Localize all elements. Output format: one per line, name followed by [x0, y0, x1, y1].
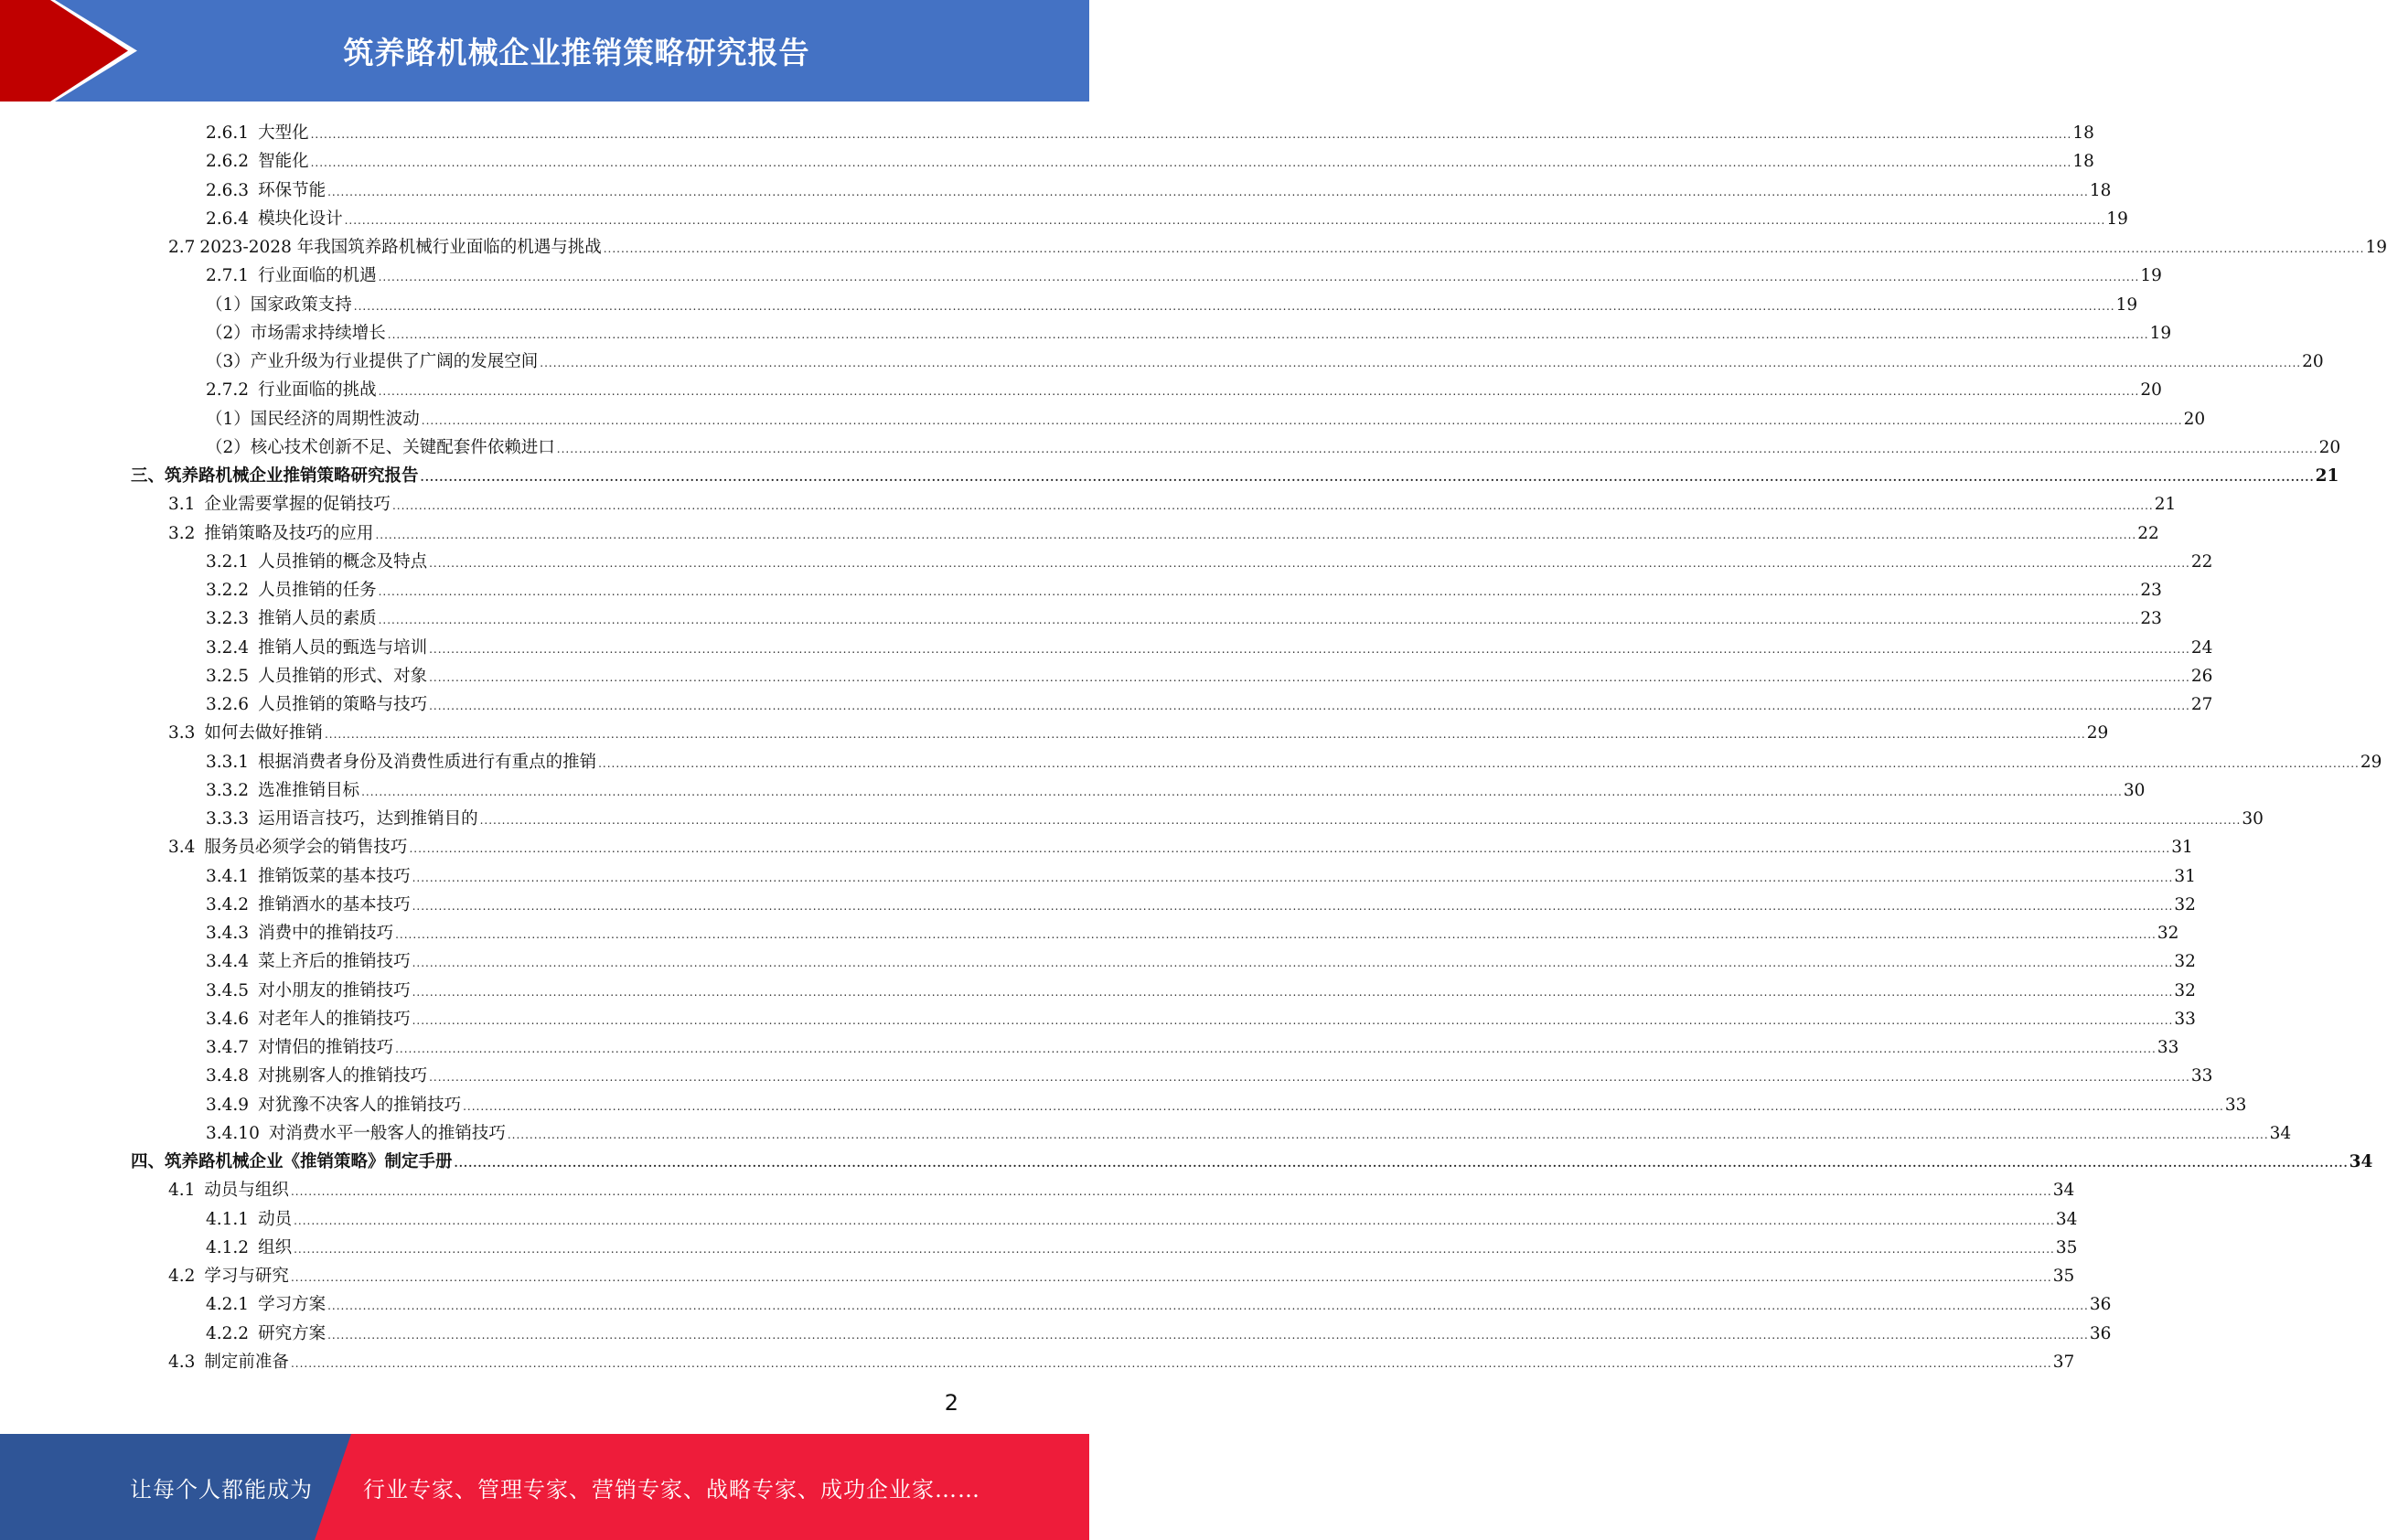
- toc-entry-label: 推销人员的素质: [258, 609, 377, 629]
- toc-leader-dots: ................................................................................................................................................................................................................................................................................................................................................................................................................: [378, 271, 2140, 284]
- toc-entry[interactable]: [168, 1172, 2075, 1201]
- page-number: 2: [944, 1390, 958, 1416]
- toc-entry-page: 30: [2242, 809, 2264, 829]
- toc-entry-label: 推销策略及技巧的应用: [204, 523, 374, 543]
- toc-entry-label: 选准推销目标: [258, 780, 360, 800]
- toc-entry[interactable]: [206, 973, 2196, 1001]
- toc-leader-dots: ................................................................................................................................................................................................................................................................................................................................................................................................................: [310, 156, 2072, 170]
- toc-entry-page: 18: [2072, 152, 2094, 172]
- toc-entry[interactable]: [206, 1202, 2078, 1230]
- toc-entry[interactable]: [206, 1001, 2196, 1030]
- toc-entry[interactable]: [206, 1087, 2247, 1116]
- header-chevron-icon: [0, 0, 146, 102]
- toc-entry-number: 2.6.1: [206, 123, 250, 143]
- toc-entry-page: 35: [2055, 1237, 2078, 1257]
- toc-entry-page: 27: [2190, 695, 2213, 714]
- toc-entry-page: 19: [2115, 294, 2138, 315]
- toc-entry[interactable]: [206, 658, 2213, 687]
- toc-entry-page: 20: [2302, 352, 2324, 371]
- toc-leader-dots: ................................................................................................................................................................................................................................................................................................................................................................................................................: [454, 1157, 2349, 1170]
- toc-entry-label: 环保节能: [258, 180, 326, 200]
- toc-leader-dots: ................................................................................................................................................................................................................................................................................................................................................................................................................: [429, 670, 2190, 684]
- toc-entry-page: 23: [2140, 581, 2162, 600]
- toc-entry-number: 四、: [131, 1152, 166, 1171]
- toc-entry-label: 市场需求持续增长: [250, 323, 386, 343]
- toc-entry-label: 推销酒水的基本技巧: [258, 894, 411, 914]
- toc-leader-dots: ................................................................................................................................................................................................................................................................................................................................................................................................................: [412, 957, 2174, 970]
- toc-entry-number: 2.7: [168, 238, 196, 257]
- toc-leader-dots: ................................................................................................................................................................................................................................................................................................................................................................................................................: [429, 1071, 2190, 1085]
- footer-slogan-right: 行业专家、管理专家、营销专家、战略专家、成功企业家……: [363, 1476, 980, 1503]
- toc-leader-dots: ................................................................................................................................................................................................................................................................................................................................................................................................................: [395, 928, 2157, 941]
- toc-entry-page: 19: [2140, 266, 2162, 286]
- toc-entry-label: 对消费水平一般客人的推销技巧: [268, 1123, 506, 1143]
- toc-leader-dots: ................................................................................................................................................................................................................................................................................................................................................................................................................: [507, 1128, 2269, 1141]
- toc-entry-label: 动员: [258, 1209, 293, 1229]
- toc-entry-number: （2）: [206, 323, 251, 343]
- toc-entry[interactable]: [168, 715, 2109, 743]
- toc-entry-page: 20: [2183, 409, 2206, 429]
- toc-entry-number: 2.7.2: [206, 380, 250, 401]
- toc-entry-page: 35: [2052, 1267, 2075, 1286]
- toc-entry-number: 2.6.2: [206, 152, 250, 172]
- toc-leader-dots: ................................................................................................................................................................................................................................................................................................................................................................................................................: [412, 871, 2174, 884]
- toc-entry[interactable]: [206, 287, 2138, 315]
- toc-entry-page: 23: [2140, 609, 2162, 629]
- toc-entry[interactable]: [206, 944, 2196, 972]
- toc-entry-label: 筑养路机械企业推销策略研究报告: [165, 466, 419, 486]
- toc-leader-dots: ................................................................................................................................................................................................................................................................................................................................................................................................................: [327, 185, 2089, 198]
- toc-leader-dots: ................................................................................................................................................................................................................................................................................................................................................................................................................: [294, 1242, 2055, 1256]
- toc-entry-number: 4.1.2: [206, 1237, 250, 1257]
- toc-entry[interactable]: [206, 915, 2179, 944]
- toc-leader-dots: ................................................................................................................................................................................................................................................................................................................................................................................................................: [429, 700, 2190, 712]
- toc-entry-page: 33: [2157, 1038, 2179, 1057]
- toc-entry[interactable]: [206, 887, 2196, 915]
- page-footer: [0, 1434, 1089, 1540]
- toc-entry-label: 人员推销的任务: [258, 581, 377, 600]
- toc-leader-dots: ................................................................................................................................................................................................................................................................................................................................................................................................................: [598, 756, 2360, 770]
- toc-entry-number: 3.4.6: [206, 1009, 250, 1029]
- toc-entry-number: （1）: [206, 409, 251, 429]
- toc-entry-label: 大型化: [258, 123, 309, 143]
- toc-entry-page: 33: [2190, 1066, 2213, 1086]
- toc-entry-label: 如何去做好推销: [204, 723, 323, 743]
- toc-entry-number: 3.4.9: [206, 1095, 250, 1115]
- toc-leader-dots: ................................................................................................................................................................................................................................................................................................................................................................................................................: [310, 128, 2072, 141]
- toc-entry-number: 3.4.4: [206, 952, 250, 972]
- toc-entry-number: 3.2.3: [206, 609, 250, 629]
- toc-entry[interactable]: [206, 144, 2094, 172]
- toc-entry-number: 3.4.7: [206, 1038, 250, 1057]
- toc-entry-page: 31: [2174, 866, 2196, 886]
- toc-leader-dots: ................................................................................................................................................................................................................................................................................................................................................................................................................: [353, 299, 2115, 313]
- toc-entry-page: 33: [2224, 1095, 2247, 1115]
- toc-entry[interactable]: [206, 1316, 2112, 1344]
- toc-entry-label: 核心技术创新不足、关键配套件依赖进口: [250, 437, 555, 457]
- toc-entry-page: 32: [2157, 924, 2179, 943]
- toc-entry-page: 33: [2174, 1009, 2196, 1029]
- toc-entry-number: 3.2.4: [206, 637, 250, 658]
- toc-entry-label: 行业面临的挑战: [258, 380, 377, 401]
- toc-entry[interactable]: [206, 687, 2213, 715]
- toc-entry-label: 企业需要掌握的促销技巧: [204, 495, 391, 515]
- toc-entry-number: 3.4.10: [206, 1123, 260, 1143]
- toc-entry[interactable]: [206, 572, 2162, 601]
- toc-entry-page: 21: [2154, 495, 2177, 515]
- toc-entry[interactable]: [206, 801, 2264, 829]
- toc-entry-label: 学习方案: [258, 1295, 326, 1315]
- toc-entry-number: 3.4.2: [206, 894, 250, 914]
- toc-leader-dots: ................................................................................................................................................................................................................................................................................................................................................................................................................: [361, 785, 2123, 798]
- toc-leader-dots: ................................................................................................................................................................................................................................................................................................................................................................................................................: [412, 1013, 2174, 1027]
- toc-entry-number: 3.2.6: [206, 695, 250, 714]
- toc-entry-label: 对挑剔客人的推销技巧: [258, 1066, 428, 1086]
- toc-entry[interactable]: [131, 458, 2339, 487]
- toc-entry[interactable]: [206, 201, 2128, 230]
- toc-entry[interactable]: [206, 315, 2172, 344]
- toc-entry[interactable]: [206, 1116, 2292, 1144]
- toc-entry-label: 研究方案: [258, 1323, 326, 1343]
- toc-entry-label: 对老年人的推销技巧: [258, 1009, 411, 1029]
- toc-entry-page: 34: [2052, 1181, 2075, 1201]
- toc-entry-page: 29: [2086, 723, 2109, 743]
- toc-entry-page: 34: [2269, 1123, 2292, 1143]
- toc-entry-number: 4.3: [168, 1352, 196, 1372]
- toc-entry-page: 21: [2315, 466, 2339, 486]
- toc-entry[interactable]: [206, 115, 2094, 144]
- toc-entry[interactable]: [206, 859, 2196, 887]
- toc-entry-label: 筑养路机械企业《推销策略》制定手册: [165, 1152, 453, 1171]
- toc-entry-label: 人员推销的概念及特点: [258, 551, 428, 572]
- toc-entry-page: 22: [2137, 523, 2159, 543]
- toc-entry[interactable]: [206, 1230, 2078, 1258]
- toc-entry-number: 3.4.1: [206, 866, 250, 886]
- toc-leader-dots: ................................................................................................................................................................................................................................................................................................................................................................................................................: [378, 614, 2140, 627]
- toc-entry-page: 20: [2318, 437, 2341, 457]
- toc-entry-label: 制定前准备: [204, 1352, 289, 1372]
- toc-entry-number: 4.2.1: [206, 1295, 250, 1315]
- toc-entry-label: 推销饭菜的基本技巧: [258, 866, 411, 886]
- toc-entry[interactable]: [206, 258, 2162, 286]
- toc-entry-label: 国家政策支持: [250, 294, 352, 315]
- toc-entry-number: 2.6.3: [206, 180, 250, 200]
- toc-entry-page: 31: [2171, 838, 2193, 858]
- toc-leader-dots: ................................................................................................................................................................................................................................................................................................................................................................................................................: [429, 556, 2190, 570]
- toc-entry-label: 对小朋友的推销技巧: [258, 980, 411, 1000]
- toc-entry[interactable]: [168, 1258, 2075, 1287]
- toc-entry-number: 3.4.3: [206, 924, 250, 943]
- toc-leader-dots: ................................................................................................................................................................................................................................................................................................................................................................................................................: [290, 1356, 2052, 1370]
- toc-entry-label: 国民经济的周期性波动: [250, 409, 420, 429]
- toc-entry-label: 产业升级为行业提供了广阔的发展空间: [250, 352, 539, 371]
- toc-entry-number: 3.2.2: [206, 581, 250, 600]
- toc-entry-page: 29: [2360, 752, 2382, 772]
- toc-leader-dots: ................................................................................................................................................................................................................................................................................................................................................................................................................: [327, 1328, 2089, 1342]
- toc-entry-number: 4.1: [168, 1181, 196, 1201]
- toc-entry-label: 2023-2028 年我国筑养路机械行业面临的机遇与挑战: [199, 238, 602, 257]
- toc-entry[interactable]: [206, 773, 2146, 801]
- toc-entry-number: （1）: [206, 294, 251, 315]
- toc-leader-dots: ................................................................................................................................................................................................................................................................................................................................................................................................................: [327, 1299, 2089, 1313]
- toc-entry[interactable]: [206, 401, 2206, 430]
- toc-entry-label: 学习与研究: [204, 1267, 289, 1286]
- toc-leader-dots: ................................................................................................................................................................................................................................................................................................................................................................................................................: [387, 327, 2149, 341]
- toc-entry-page: 19: [2149, 323, 2172, 343]
- toc-entry-label: 根据消费者身份及消费性质进行有重点的推销: [258, 752, 597, 772]
- toc-entry-number: 三、: [131, 466, 166, 486]
- toc-entry-page: 18: [2089, 180, 2112, 200]
- toc-entry-label: 对情侣的推销技巧: [258, 1038, 394, 1057]
- toc-entry-page: 32: [2174, 980, 2196, 1000]
- toc-leader-dots: ................................................................................................................................................................................................................................................................................................................................................................................................................: [395, 1043, 2157, 1055]
- toc-entry-number: 3.4.8: [206, 1066, 250, 1086]
- toc-entry-label: 菜上齐后的推销技巧: [258, 952, 411, 972]
- toc-entry[interactable]: [206, 344, 2324, 372]
- toc-entry-page: 36: [2089, 1323, 2112, 1343]
- toc-entry-number: 3.2.1: [206, 551, 250, 572]
- footer-slogan-left: 让每个人都能成为: [130, 1476, 313, 1503]
- toc-entry-page: 32: [2174, 952, 2196, 972]
- toc-entry-label: 运用语言技巧，达到推销目的: [258, 809, 478, 829]
- toc-entry[interactable]: [206, 430, 2341, 458]
- toc-leader-dots: ................................................................................................................................................................................................................................................................................................................................................................................................................: [463, 1099, 2224, 1113]
- toc-entry-page: 18: [2072, 123, 2094, 143]
- toc-entry-page: 36: [2089, 1295, 2112, 1315]
- toc-leader-dots: ................................................................................................................................................................................................................................................................................................................................................................................................................: [409, 842, 2171, 856]
- toc-entry-label: 人员推销的形式、对象: [258, 666, 428, 686]
- toc-entry[interactable]: [206, 173, 2112, 201]
- toc-leader-dots: ................................................................................................................................................................................................................................................................................................................................................................................................................: [420, 471, 2315, 484]
- toc-entry-number: 3.1: [168, 495, 196, 515]
- toc-leader-dots: ................................................................................................................................................................................................................................................................................................................................................................................................................: [556, 442, 2318, 455]
- toc-entry[interactable]: [206, 630, 2213, 658]
- toc-entry[interactable]: [206, 1287, 2112, 1315]
- toc-entry[interactable]: [168, 829, 2193, 858]
- toc-entry[interactable]: [206, 1058, 2213, 1086]
- toc-entry-number: 2.6.4: [206, 209, 250, 229]
- toc-entry-page: 20: [2140, 380, 2162, 401]
- toc-leader-dots: ................................................................................................................................................................................................................................................................................................................................................................................................................: [412, 899, 2174, 913]
- toc-entry[interactable]: [206, 744, 2382, 773]
- toc-entry-number: 3.4: [168, 838, 196, 858]
- toc-entry-page: 34: [2055, 1209, 2078, 1229]
- toc-leader-dots: ................................................................................................................................................................................................................................................................................................................................................................................................................: [540, 357, 2302, 369]
- toc-leader-dots: ................................................................................................................................................................................................................................................................................................................................................................................................................: [290, 1185, 2052, 1199]
- toc-leader-dots: ................................................................................................................................................................................................................................................................................................................................................................................................................: [294, 1214, 2055, 1227]
- toc-entry[interactable]: [168, 230, 2387, 258]
- toc-entry[interactable]: [168, 487, 2177, 515]
- toc-entry-label: 行业面临的机遇: [258, 266, 377, 286]
- toc-entry[interactable]: [206, 544, 2213, 572]
- toc-entry-number: （3）: [206, 352, 251, 371]
- toc-entry[interactable]: [168, 1344, 2075, 1373]
- toc-leader-dots: ................................................................................................................................................................................................................................................................................................................................................................................................................: [290, 1271, 2052, 1284]
- toc-leader-dots: ................................................................................................................................................................................................................................................................................................................................................................................................................: [429, 642, 2190, 656]
- page-title: 筑养路机械企业推销策略研究报告: [343, 35, 810, 70]
- toc-entry-page: 37: [2052, 1352, 2075, 1372]
- toc-entry-page: 19: [2365, 238, 2387, 257]
- toc-leader-dots: ................................................................................................................................................................................................................................................................................................................................................................................................................: [603, 242, 2365, 255]
- toc-entry-label: 模块化设计: [258, 209, 343, 229]
- toc-leader-dots: ................................................................................................................................................................................................................................................................................................................................................................................................................: [378, 385, 2140, 399]
- toc-leader-dots: ................................................................................................................................................................................................................................................................................................................................................................................................................: [378, 585, 2140, 598]
- toc-entry-number: 4.2.2: [206, 1323, 250, 1343]
- toc-entry-page: 32: [2174, 894, 2196, 914]
- toc-entry-label: 对犹豫不决客人的推销技巧: [258, 1095, 462, 1115]
- toc-entry-number: 4.2: [168, 1267, 196, 1286]
- toc-leader-dots: ................................................................................................................................................................................................................................................................................................................................................................................................................: [375, 528, 2137, 541]
- toc-leader-dots: ................................................................................................................................................................................................................................................................................................................................................................................................................: [412, 985, 2174, 999]
- toc-leader-dots: ................................................................................................................................................................................................................................................................................................................................................................................................................: [324, 728, 2086, 742]
- toc-entry-label: 服务员必须学会的销售技巧: [204, 838, 408, 858]
- toc-entry-page: 22: [2190, 551, 2213, 572]
- toc-entry[interactable]: [168, 516, 2159, 544]
- toc-entry[interactable]: [206, 601, 2162, 629]
- toc-entry-number: 3.2: [168, 523, 196, 543]
- toc-entry-label: 消费中的推销技巧: [258, 924, 394, 943]
- toc-leader-dots: ................................................................................................................................................................................................................................................................................................................................................................................................................: [479, 814, 2242, 827]
- toc-entry-number: （2）: [206, 437, 251, 457]
- toc-entry-label: 人员推销的策略与技巧: [258, 695, 428, 714]
- toc-entry-number: 3.3.3: [206, 809, 250, 829]
- toc-entry-page: 26: [2190, 666, 2213, 686]
- toc-entry-label: 动员与组织: [204, 1181, 289, 1201]
- toc-entry-page: 19: [2106, 209, 2128, 229]
- toc-entry-number: 4.1.1: [206, 1209, 250, 1229]
- toc-entry[interactable]: [206, 1030, 2179, 1058]
- toc-entry-number: 3.3: [168, 723, 196, 743]
- toc-entry-number: 2.7.1: [206, 266, 250, 286]
- toc-entry-label: 智能化: [258, 152, 309, 172]
- toc-entry[interactable]: [206, 372, 2162, 401]
- toc-entry[interactable]: [131, 1144, 2373, 1172]
- page-header: [0, 0, 1089, 102]
- toc-leader-dots: ................................................................................................................................................................................................................................................................................................................................................................................................................: [421, 413, 2183, 427]
- toc-leader-dots: ................................................................................................................................................................................................................................................................................................................................................................................................................: [391, 499, 2154, 513]
- toc-entry-number: 3.3.2: [206, 780, 250, 800]
- toc-leader-dots: ................................................................................................................................................................................................................................................................................................................................................................................................................: [344, 213, 2106, 227]
- toc-entry-number: 3.2.5: [206, 666, 250, 686]
- toc-entry-number: 3.4.5: [206, 980, 250, 1000]
- toc-entry-label: 组织: [258, 1237, 293, 1257]
- toc-entry-number: 3.3.1: [206, 752, 250, 772]
- toc-entry-page: 24: [2190, 637, 2213, 658]
- toc-entry-page: 30: [2123, 780, 2146, 800]
- toc-entry-label: 推销人员的甄选与培训: [258, 637, 428, 658]
- toc-entry-page: 34: [2349, 1152, 2373, 1171]
